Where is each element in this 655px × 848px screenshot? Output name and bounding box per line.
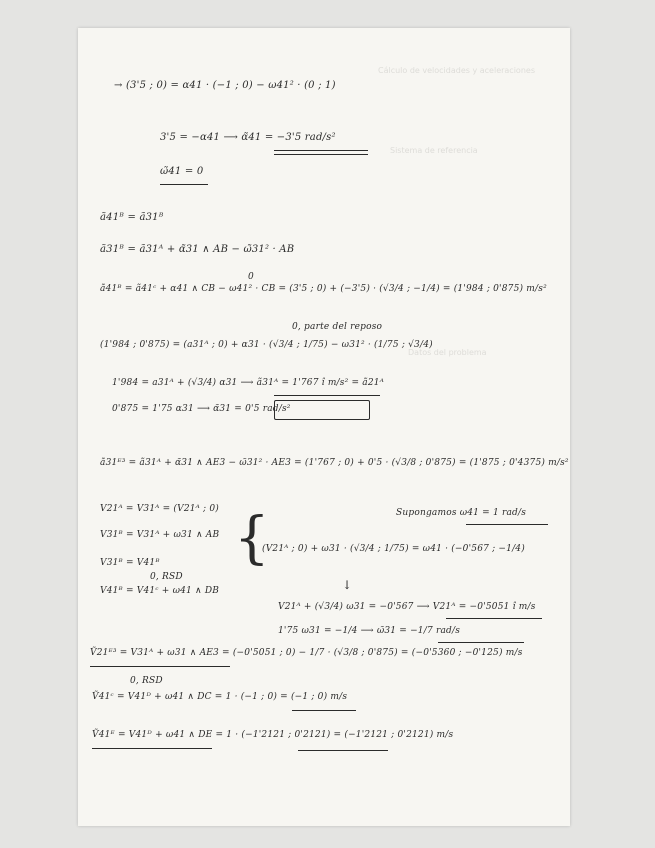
equation-line: 0'875 = 1'75 α31 ⟶ α̃31 = 0'5 rad/s² <box>112 404 291 414</box>
result-underline <box>274 150 368 151</box>
result-underline <box>274 395 380 396</box>
result-underline <box>90 666 230 667</box>
result-underline <box>292 710 356 711</box>
equation-line: 3'5 = −α41 ⟶ α̃41 = −3'5 rad/s² <box>160 132 336 143</box>
equation-line: Ṽ41ᴱ = V41ᴰ + ω41 ∧ DE = 1 · (−1'2121 ; 0'2121) = (−1'2121 ; 0'2121) m/s <box>92 730 454 740</box>
annotation: 0 <box>248 272 254 282</box>
equation-line: ã31ᴱ³ = ã31ᴬ + α̃31 ∧ AE3 − ω̃31² · AE3 = (1'767 ; 0) + 0'5 · (√3/8 ; 0'875) = (1'875 ; 0'4375) m/s² <box>100 458 569 468</box>
bleed-through-text: Cálculo de velocidades y aceleraciones <box>378 66 535 75</box>
result-underline <box>92 748 212 749</box>
equation-line: V31ᴮ = V41ᴮ <box>100 558 160 568</box>
equation-line: V31ᴮ = V31ᴬ + ω31 ∧ AB <box>100 530 220 540</box>
equation-line: V21ᴬ + (√3/4) ω31 = −0'567 ⟶ V21ᴬ = −0'5051 î m/s <box>278 602 536 612</box>
result-underline <box>160 184 208 185</box>
equation-line: 1'75 ω31 = −1/4 ⟶ ω̃31 = −1/7 rad/s <box>278 626 461 636</box>
equation-line: → (3'5 ; 0) = α41 · (−1 ; 0) − ω41² · (0 ; 1) <box>114 80 336 91</box>
system-brace: { <box>234 506 270 571</box>
equation-line: Ṽ41ᶜ = V41ᴰ + ω41 ∧ DC = 1 · (−1 ; 0) = (−1 ; 0) m/s <box>92 692 348 702</box>
annotation: 0, RSD <box>130 676 163 686</box>
result-underline <box>298 750 388 751</box>
arrow-down-icon: ↓ <box>342 578 353 592</box>
result-underline <box>274 154 368 155</box>
equation-line: ã41ᴮ = ã41ᶜ + α41 ∧ CB − ω41² · CB = (3'5 ; 0) + (−3'5) · (√3/4 ; −1/4) = (1'984 ; 0'875) m/s² <box>100 284 547 294</box>
result-underline <box>446 618 542 619</box>
equation-line: V41ᴮ = V41ᶜ + ω41 ∧ DB <box>100 586 220 596</box>
equation-line: ã31ᴮ = ã31ᴬ + α̃31 ∧ AB − ω̃31² · AB <box>100 244 295 255</box>
annotation: 0, RSD <box>150 572 183 582</box>
annotation: 0, parte del reposo <box>292 322 383 332</box>
annotation: Supongamos ω41 = 1 rad/s <box>396 508 527 518</box>
equation-line: ω̃41 = 0 <box>160 166 204 177</box>
equation-line: (1'984 ; 0'875) = (a31ᴬ ; 0) + α31 · (√3/4 ; 1/75) − ω31² · (1/75 ; √3/4) <box>100 340 433 350</box>
boxed-result <box>274 400 370 420</box>
bleed-through-text: Sistema de referencia <box>390 146 478 155</box>
bleed-through-text: Datos del problema <box>408 348 487 357</box>
equation-line: V21ᴬ = V31ᴬ = (V21ᴬ ; 0) <box>100 504 219 514</box>
equation-line: 1'984 = a31ᴬ + (√3/4) α31 ⟶ ã31ᴬ = 1'767 î m/s² = ã21ᴬ <box>112 378 384 388</box>
equation-line: ã41ᴮ = ã31ᴮ <box>100 212 164 223</box>
result-underline <box>438 642 524 643</box>
equation-line: Ṽ21ᴱ³ = V31ᴬ + ω31 ∧ AE3 = (−0'5051 ; 0) − 1/7 · (√3/8 ; 0'875) = (−0'5360 ; −0'125) m/s <box>90 648 523 658</box>
handwritten-page <box>78 28 570 826</box>
equation-line: (V21ᴬ ; 0) + ω31 · (√3/4 ; 1/75) = ω41 · (−0'567 ; −1/4) <box>262 544 525 554</box>
result-underline <box>466 524 548 525</box>
